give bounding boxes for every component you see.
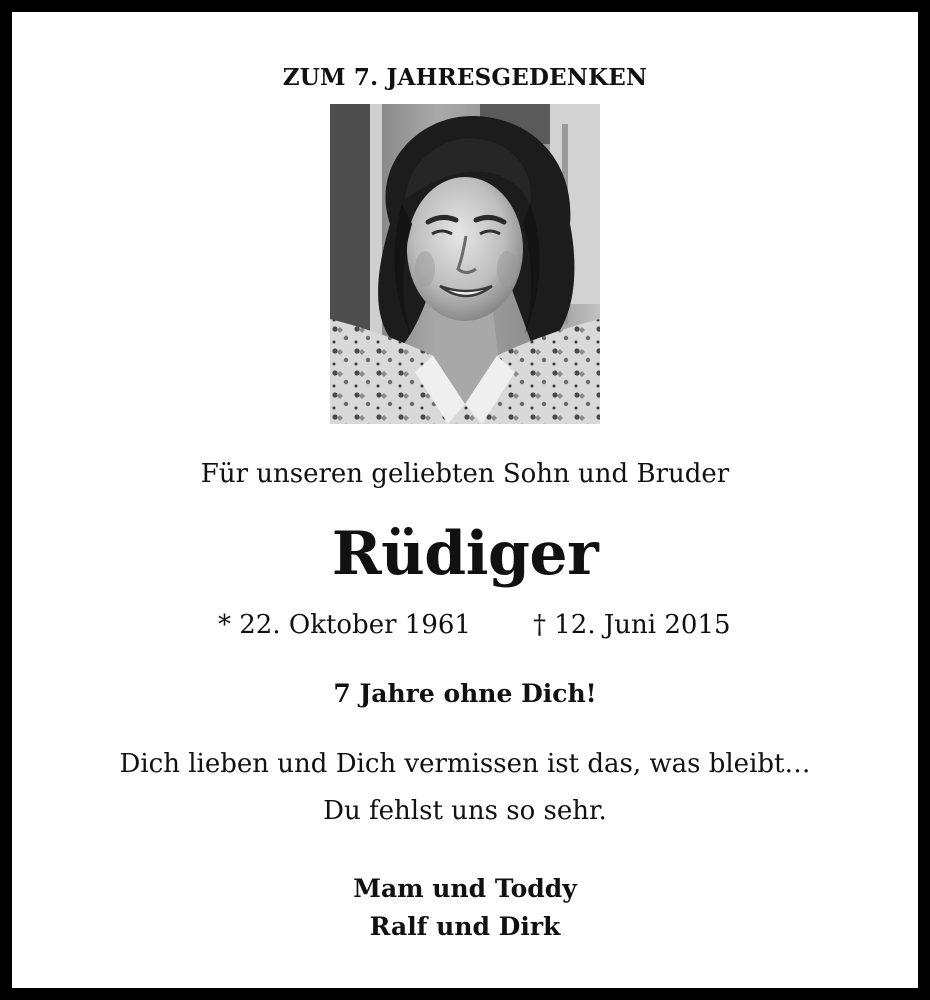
birth-date: * 22. Oktober 1961	[218, 610, 471, 640]
deceased-name: Rüdiger	[331, 519, 599, 589]
signature-line: Ralf und Dirk	[369, 912, 561, 941]
quote-line-2: Du fehlst uns so sehr.	[323, 796, 607, 826]
years-without-line: 7 Jahre ohne Dich!	[333, 679, 597, 708]
portrait-photo	[330, 104, 600, 424]
signature-line: Mam und Toddy	[353, 874, 577, 903]
quote-line-1: Dich lieben und Dich vermissen ist das, was bleibt…	[119, 749, 811, 779]
dedication-text: Für unseren geliebten Sohn und Bruder	[200, 459, 730, 489]
notice-header: ZUM 7. JAHRESGEDENKEN	[282, 64, 648, 91]
death-date: † 12. Juni 2015	[533, 610, 731, 640]
